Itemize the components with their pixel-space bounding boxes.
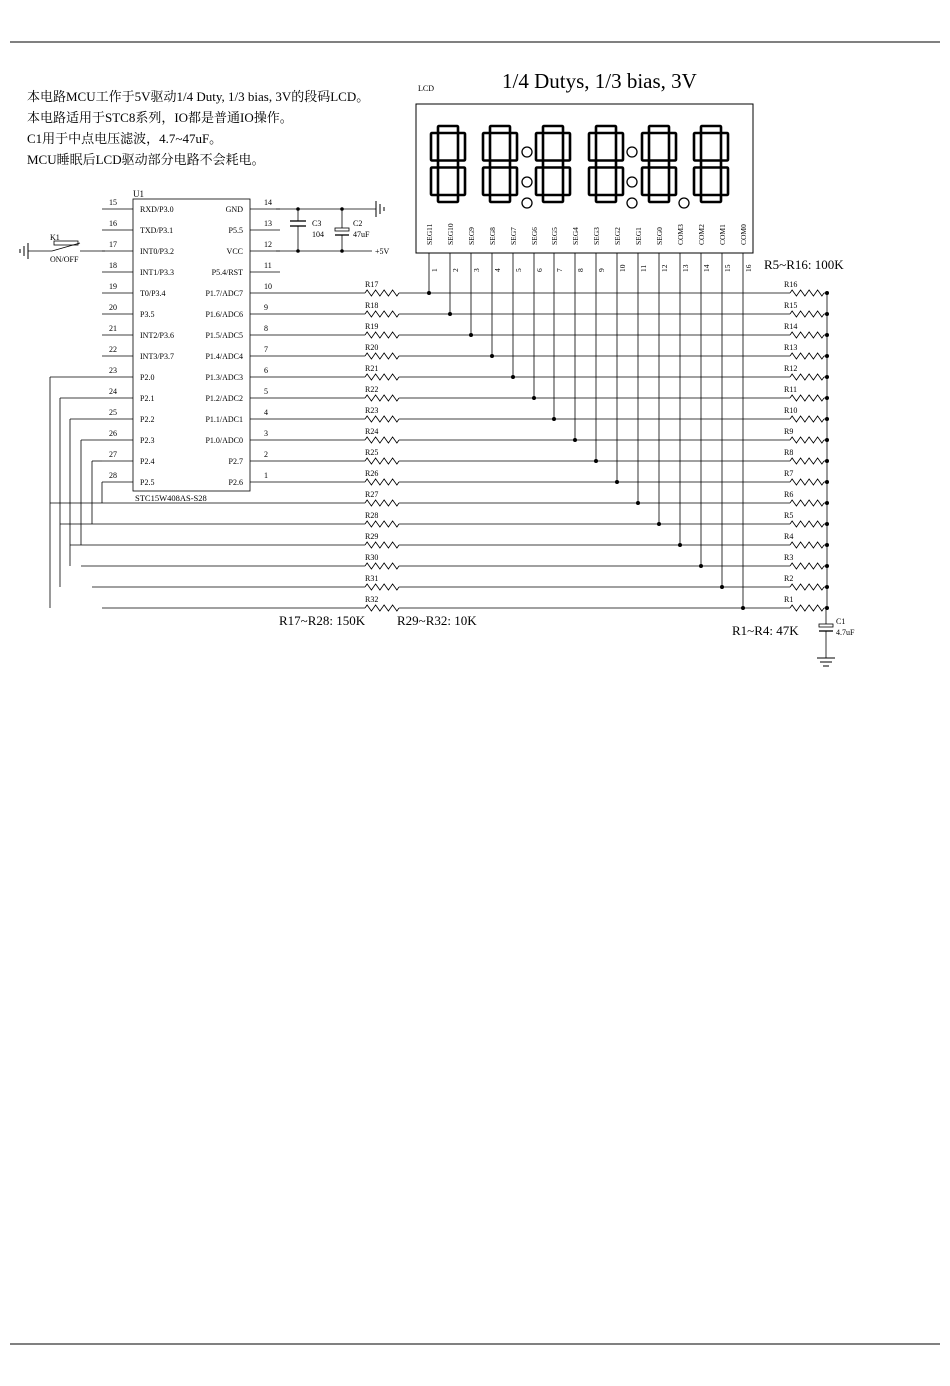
- lcd-pin-number: 9: [597, 268, 606, 272]
- mcu-left-pin-number: 25: [109, 408, 117, 417]
- pull-resistor-ref: R15: [784, 301, 798, 310]
- junction-dot: [532, 396, 536, 400]
- junction-dot: [678, 543, 682, 547]
- mcu-left-pin-name: INT0/P3.2: [140, 247, 174, 256]
- lcd-pin-name: SEG6: [530, 227, 539, 245]
- digit-segment: [596, 195, 616, 202]
- junction-dot: [825, 417, 829, 421]
- mcu-right-pin-number: 5: [264, 387, 268, 396]
- mcu-left-pin-number: 20: [109, 303, 117, 312]
- pull-resistor: [790, 311, 824, 317]
- note-line-4: MCU睡眠后LCD驱动部分电路不会耗电。: [27, 152, 265, 167]
- mcu-left-pin-number: 26: [109, 429, 117, 438]
- digit-4: [589, 126, 623, 202]
- lcd-pin-number: 2: [451, 268, 460, 272]
- note-line-2: 本电路适用于STC8系列，IO都是普通IO操作。: [27, 110, 293, 125]
- pull-resistor-ref: R1: [784, 595, 794, 604]
- junction-dot: [825, 396, 829, 400]
- series-resistor: [365, 290, 399, 296]
- pull-resistor: [790, 437, 824, 443]
- mcu-right-pin-name: GND: [225, 205, 243, 214]
- mcu-ref: U1: [133, 189, 144, 199]
- c1-capacitor: [817, 606, 855, 666]
- digit-2: [483, 126, 517, 202]
- pull-resistor-ref: R10: [784, 406, 798, 415]
- series-resistor: [365, 479, 399, 485]
- digit-segment: [694, 168, 701, 196]
- lcd-pin-name: SEG8: [488, 227, 497, 245]
- series-resistor: [365, 374, 399, 380]
- pull-resistor-ref: R16: [784, 280, 798, 289]
- series-resistor-ref: R22: [365, 385, 379, 394]
- mcu-right-pin-name: P2.7: [228, 457, 243, 466]
- dot-segment: [627, 147, 637, 157]
- lcd-pin-name: SEG1: [634, 227, 643, 245]
- series-resistor-ref: R32: [365, 595, 379, 604]
- lcd-pin-number: 13: [681, 264, 690, 272]
- digit-segment: [438, 195, 458, 202]
- pull-resistor: [790, 542, 824, 548]
- mcu-right-pin-number: 12: [264, 240, 272, 249]
- digit-segment: [510, 133, 517, 161]
- pull-resistor: [790, 290, 824, 296]
- resistor-network: [50, 275, 829, 611]
- mcu-left-pin-number: 22: [109, 345, 117, 354]
- digit-segment: [438, 126, 458, 133]
- mcu-left-pin-number: 16: [109, 219, 117, 228]
- lcd-pin-number: 12: [660, 264, 669, 272]
- mcu-left-pin-number: 18: [109, 261, 117, 270]
- lcd-pin-name: SEG9: [467, 227, 476, 245]
- lcd-pin-number: 1: [430, 268, 439, 272]
- mcu-right-pin-number: 4: [264, 408, 268, 417]
- digit-segment: [721, 168, 728, 196]
- pull-resistor: [790, 584, 824, 590]
- mcu-left-pin-number: 24: [109, 387, 117, 396]
- mcu-left-pin-name: P2.3: [140, 436, 155, 445]
- digit-segment: [543, 161, 563, 168]
- mcu-left-pin-name: P2.1: [140, 394, 155, 403]
- junction-dot: [741, 606, 745, 610]
- lcd-pin-name: SEG10: [446, 223, 455, 245]
- junction-dot: [825, 522, 829, 526]
- lcd-pin-name: SEG2: [613, 227, 622, 245]
- mcu-left-pin-number: 27: [109, 450, 117, 459]
- pull-resistor: [790, 416, 824, 422]
- digit-segment: [694, 133, 701, 161]
- lcd-title: 1/4 Dutys, 1/3 bias, 3V: [502, 69, 697, 93]
- lcd-pin-number: 11: [639, 264, 648, 272]
- lcd-pin-number: 3: [472, 268, 481, 272]
- junction-dot: [448, 312, 452, 316]
- digit-segment: [563, 133, 570, 161]
- lcd-pin-number: 7: [555, 268, 564, 272]
- series-resistor-ref: R24: [365, 427, 379, 436]
- mcu-left-pin-number: 15: [109, 198, 117, 207]
- junction-dot: [511, 375, 515, 379]
- r29-r32-value: R29~R32: 10K: [397, 613, 477, 628]
- pull-resistor-ref: R9: [784, 427, 794, 436]
- series-resistor-ref: R19: [365, 322, 379, 331]
- lcd-pin-name: COM0: [739, 224, 748, 245]
- dot-segment: [627, 198, 637, 208]
- digit-segment: [701, 161, 721, 168]
- lcd-pin-number: 10: [618, 264, 627, 272]
- mcu-right-pin-name: P2.6: [228, 478, 243, 487]
- lcd-pin-name: COM2: [697, 224, 706, 245]
- series-resistor-ref: R17: [365, 280, 379, 289]
- pull-resistor-ref: R7: [784, 469, 794, 478]
- mcu-pins: [102, 198, 280, 487]
- series-resistor: [365, 353, 399, 359]
- series-resistor: [365, 311, 399, 317]
- switch-label: ON/OFF: [50, 255, 79, 264]
- pull-resistor: [790, 332, 824, 338]
- series-resistor: [365, 437, 399, 443]
- series-resistor: [365, 584, 399, 590]
- junction-dot: [636, 501, 640, 505]
- pull-resistor: [790, 458, 824, 464]
- dot-segment: [522, 177, 532, 187]
- note-line-1: 本电路MCU工作于5V驱动1/4 Duty, 1/3 bias, 3V的段码LCD。: [27, 89, 370, 104]
- mcu-left-pin-number: 23: [109, 366, 117, 375]
- lcd-pin-number: 5: [514, 268, 523, 272]
- digit-segment: [490, 195, 510, 202]
- digit-segment: [483, 133, 490, 161]
- junction-dot: [825, 354, 829, 358]
- lcd-pin-name: SEG0: [655, 227, 664, 245]
- mcu-right-pin-number: 1: [264, 471, 268, 480]
- junction-dot: [825, 480, 829, 484]
- pull-resistor-ref: R13: [784, 343, 798, 352]
- digit-segment: [543, 126, 563, 133]
- series-resistor: [365, 332, 399, 338]
- series-resistor-ref: R29: [365, 532, 379, 541]
- digit-segment: [642, 133, 649, 161]
- series-resistor: [365, 563, 399, 569]
- lcd-label: LCD: [418, 84, 434, 93]
- lcd-pin-number: 4: [493, 268, 502, 272]
- pull-resistor-ref: R2: [784, 574, 794, 583]
- switch-ref: K1: [50, 233, 60, 242]
- mcu-right-pin-name: VCC: [226, 247, 243, 256]
- digit-segment: [669, 133, 676, 161]
- r5-r16-value: R5~R16: 100K: [764, 257, 844, 272]
- mcu-right-pin-number: 9: [264, 303, 268, 312]
- digit-segment: [458, 168, 465, 196]
- lcd-pin-number: 16: [744, 264, 753, 272]
- mcu-right-pin-number: 13: [264, 219, 272, 228]
- digit-segment: [649, 161, 669, 168]
- digit-segment: [649, 195, 669, 202]
- pull-resistor-ref: R3: [784, 553, 794, 562]
- pull-resistor: [790, 479, 824, 485]
- mcu-right-pin-number: 10: [264, 282, 272, 291]
- digit-segment: [431, 133, 438, 161]
- digit-segment: [701, 126, 721, 133]
- junction-dot: [825, 501, 829, 505]
- mcu-left-pin-number: 17: [109, 240, 117, 249]
- junction-dot: [825, 375, 829, 379]
- junction-dot: [573, 438, 577, 442]
- dot-segment: [522, 147, 532, 157]
- mcu-right-pin-number: 8: [264, 324, 268, 333]
- junction-dot: [825, 585, 829, 589]
- lcd-pins: [425, 223, 753, 275]
- mcu-right-pin-name: P1.7/ADC7: [205, 289, 243, 298]
- c1-value: 4.7uF: [836, 628, 855, 637]
- lcd-pin-name: SEG3: [592, 227, 601, 245]
- lcd-pin-name: SEG11: [425, 223, 434, 245]
- junction-dot: [825, 291, 829, 295]
- pull-resistor: [790, 353, 824, 359]
- mcu-right-pin-number: 14: [264, 198, 272, 207]
- digit-segment: [490, 126, 510, 133]
- junction-dot: [657, 522, 661, 526]
- mcu-left-pin-name: INT2/P3.6: [140, 331, 174, 340]
- mcu-left-pin-name: INT3/P3.7: [140, 352, 174, 361]
- mcu-right-pin-number: 11: [264, 261, 272, 270]
- digit-segment: [596, 126, 616, 133]
- series-resistor-ref: R28: [365, 511, 379, 520]
- mcu-left-pin-name: INT1/P3.3: [140, 268, 174, 277]
- junction-dot: [490, 354, 494, 358]
- digit-segment: [490, 161, 510, 168]
- dot-segment: [522, 198, 532, 208]
- series-resistor: [365, 521, 399, 527]
- pull-resistor-ref: R5: [784, 511, 794, 520]
- mcu-left-pin-name: P3.5: [140, 310, 155, 319]
- lcd-digits: [431, 126, 728, 208]
- mcu-right-pin-name: P1.3/ADC3: [205, 373, 243, 382]
- mcu-right-pin-name: P1.6/ADC6: [205, 310, 243, 319]
- digit-segment: [701, 195, 721, 202]
- series-resistor-ref: R18: [365, 301, 379, 310]
- note-line-3: C1用于中点电压滤波，4.7~47uF。: [27, 131, 223, 146]
- mcu-right-pin-name: P1.0/ADC0: [205, 436, 243, 445]
- mcu-right-pin-name: P1.4/ADC4: [205, 352, 243, 361]
- junction-dot: [720, 585, 724, 589]
- lcd-pin-name: SEG5: [550, 227, 559, 245]
- digit-segment: [431, 168, 438, 196]
- switch-k1: [20, 233, 105, 264]
- mcu-left-pin-name: TXD/P3.1: [140, 226, 174, 235]
- digit-segment: [596, 161, 616, 168]
- dot-segment: [679, 198, 689, 208]
- digit-segment: [589, 133, 596, 161]
- mcu-right-pin-number: 2: [264, 450, 268, 459]
- series-resistor-ref: R20: [365, 343, 379, 352]
- series-resistor: [365, 458, 399, 464]
- pull-resistor-ref: R4: [784, 532, 794, 541]
- digit-segment: [536, 168, 543, 196]
- pull-resistor: [790, 563, 824, 569]
- mcu-left-pin-number: 19: [109, 282, 117, 291]
- mcu-right-pin-name: P1.5/ADC5: [205, 331, 243, 340]
- junction-dot: [427, 291, 431, 295]
- series-resistor: [365, 500, 399, 506]
- mcu-left-pin-name: P2.5: [140, 478, 155, 487]
- series-resistor-ref: R21: [365, 364, 379, 373]
- junction-dot: [825, 564, 829, 568]
- lcd-pin-name: COM1: [718, 224, 727, 245]
- digit-segment: [458, 133, 465, 161]
- mcu-body: [133, 199, 250, 491]
- mcu-left-pin-name: P2.0: [140, 373, 155, 382]
- digit-segment: [669, 168, 676, 196]
- lcd-pin-number: 15: [723, 264, 732, 272]
- r1-r4-value: R1~R4: 47K: [732, 623, 799, 638]
- c3-ref: C3: [312, 219, 322, 228]
- series-resistor: [365, 605, 399, 611]
- mcu-right-pin-number: 7: [264, 345, 268, 354]
- lcd-pin-name: COM3: [676, 224, 685, 245]
- lcd-pin-name: SEG7: [509, 227, 518, 245]
- pull-resistor: [790, 605, 824, 611]
- pull-resistor-ref: R11: [784, 385, 798, 394]
- r17-r28-value: R17~R28: 150K: [279, 613, 366, 628]
- junction-dot: [825, 438, 829, 442]
- mcu-left-pin-name: P2.4: [140, 457, 155, 466]
- digit-1: [431, 126, 465, 202]
- junction-dot: [469, 333, 473, 337]
- series-resistor: [365, 542, 399, 548]
- digit-segment: [483, 168, 490, 196]
- mcu-left-pin-number: 21: [109, 324, 117, 333]
- digit-segment: [649, 126, 669, 133]
- digit-segment: [536, 133, 543, 161]
- digit-5: [642, 126, 676, 202]
- lcd-pin-number: 14: [702, 264, 711, 272]
- pull-resistor: [790, 500, 824, 506]
- pull-resistor-ref: R14: [784, 322, 798, 331]
- mcu-left-pin-name: RXD/P3.0: [140, 205, 174, 214]
- series-resistor-ref: R31: [365, 574, 379, 583]
- mcu-right-pin-name: P5.4/RST: [211, 268, 243, 277]
- digit-segment: [616, 168, 623, 196]
- mcu-left-pin-name: P2.2: [140, 415, 155, 424]
- digit-3: [536, 126, 570, 202]
- digit-segment: [438, 161, 458, 168]
- series-resistor-ref: R26: [365, 469, 379, 478]
- junction-dot: [594, 459, 598, 463]
- mcu-left-pin-name: T0/P3.4: [140, 289, 166, 298]
- c1-ref: C1: [836, 617, 846, 626]
- pull-resistor-ref: R8: [784, 448, 794, 457]
- mcu-right-pin-name: P1.1/ADC1: [205, 415, 243, 424]
- mcu-right-pin-name: P1.2/ADC2: [205, 394, 243, 403]
- pull-resistor: [790, 395, 824, 401]
- series-resistor-ref: R25: [365, 448, 379, 457]
- mcu-right-pin-name: P5.5: [228, 226, 243, 235]
- series-resistor: [365, 395, 399, 401]
- junction-dot: [825, 543, 829, 547]
- c2-value: 47uF: [353, 230, 370, 239]
- series-resistor-ref: R30: [365, 553, 379, 562]
- mcu-right-pin-number: 6: [264, 366, 268, 375]
- digit-segment: [721, 133, 728, 161]
- series-resistor-ref: R27: [365, 490, 379, 499]
- junction-dot: [699, 564, 703, 568]
- series-resistor: [365, 416, 399, 422]
- digit-segment: [543, 195, 563, 202]
- lcd-pin-number: 6: [535, 268, 544, 272]
- digit-segment: [563, 168, 570, 196]
- power-section: [276, 201, 390, 256]
- lcd-pin-number: 8: [576, 268, 585, 272]
- mcu-left-pin-number: 28: [109, 471, 117, 480]
- c3-value: 104: [312, 230, 324, 239]
- series-resistor-ref: R23: [365, 406, 379, 415]
- pull-resistor-ref: R6: [784, 490, 794, 499]
- digit-segment: [642, 168, 649, 196]
- mcu-part: STC15W408AS-S28: [135, 493, 207, 503]
- lcd-pin-name: SEG4: [571, 227, 580, 245]
- dot-segment: [627, 177, 637, 187]
- digit-segment: [589, 168, 596, 196]
- pull-resistor: [790, 374, 824, 380]
- digit-6: [694, 126, 728, 202]
- junction-dot: [825, 312, 829, 316]
- junction-dot: [825, 333, 829, 337]
- digit-segment: [510, 168, 517, 196]
- pull-resistor-ref: R12: [784, 364, 798, 373]
- junction-dot: [825, 459, 829, 463]
- junction-dot: [552, 417, 556, 421]
- pull-resistor: [790, 521, 824, 527]
- mcu-right-pin-number: 3: [264, 429, 268, 438]
- c2-ref: C2: [353, 219, 363, 228]
- digit-segment: [616, 133, 623, 161]
- vcc-label: +5V: [375, 247, 390, 256]
- junction-dot: [615, 480, 619, 484]
